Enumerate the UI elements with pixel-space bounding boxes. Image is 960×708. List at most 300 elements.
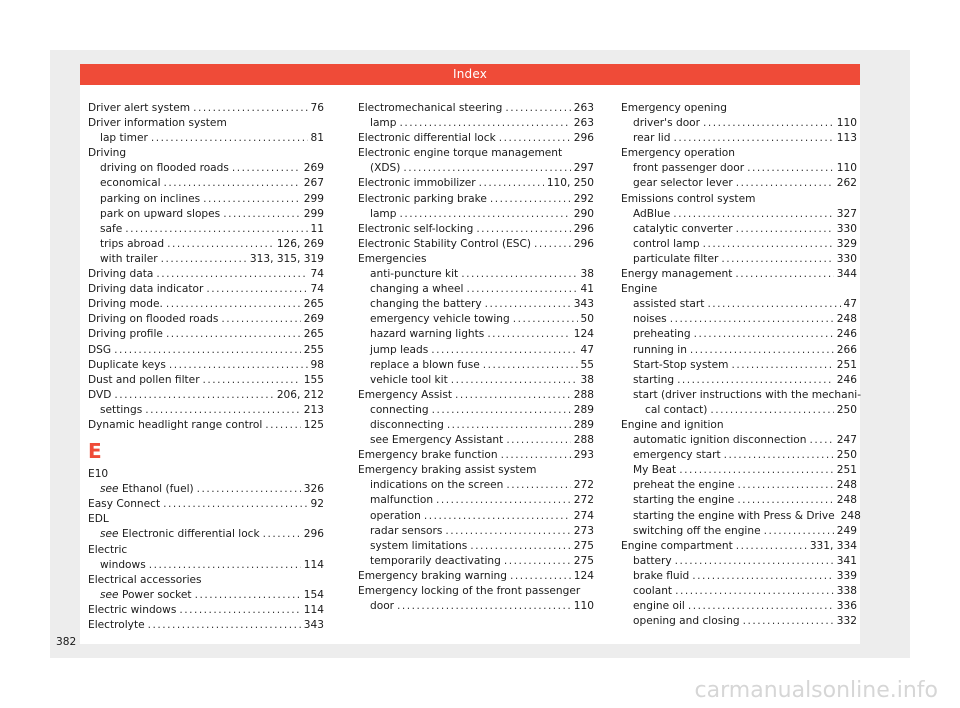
page-reference[interactable]: 247 (836, 434, 857, 447)
page-reference[interactable]: 110 (573, 600, 594, 613)
dot-leader (501, 448, 571, 463)
page-reference[interactable]: 293 (573, 449, 594, 462)
index-term (633, 176, 733, 191)
page-reference[interactable]: 330 (836, 252, 857, 265)
index-entry (358, 312, 594, 327)
index-entry (358, 343, 594, 358)
index-term (100, 131, 148, 146)
dot-leader (221, 312, 300, 327)
index-term (633, 131, 670, 146)
index-term (358, 176, 476, 191)
index-term-text: engine oil (633, 600, 685, 613)
page-reference[interactable]: 290 (573, 207, 594, 220)
index-column-1 (88, 101, 324, 633)
dot-leader (743, 614, 834, 629)
index-term-text: Driving mode. (88, 298, 163, 311)
index-term (633, 373, 674, 388)
index-term-text: system limitations (370, 539, 468, 552)
dot-leader (673, 131, 833, 146)
dot-leader (692, 569, 833, 584)
index-term-text: lamp (370, 207, 397, 220)
index-term-text: starting the engine with Press & Drive (633, 509, 835, 522)
index-column-2 (358, 101, 594, 614)
index-entry (621, 312, 857, 327)
dot-leader (451, 373, 578, 388)
page-reference[interactable]: 110 (836, 117, 857, 130)
index-term (88, 468, 108, 480)
page-reference[interactable]: 263 (573, 117, 594, 130)
dot-leader (747, 161, 834, 176)
page-reference[interactable]: 11 (310, 222, 324, 235)
index-term-text: battery (633, 554, 672, 567)
index-entry (88, 222, 324, 237)
index-term-text: Electronic differential lock (121, 528, 260, 541)
dot-leader (206, 282, 307, 297)
index-entry (358, 131, 594, 146)
dot-leader (670, 312, 834, 327)
dot-leader (703, 116, 834, 131)
index-term-text: changing a wheel (370, 283, 464, 296)
page-reference[interactable]: 272 (573, 494, 594, 507)
page-reference[interactable]: 50 (580, 313, 594, 326)
dot-leader (534, 237, 571, 252)
index-term-text: see Emergency Assistant (370, 434, 504, 447)
dot-leader (703, 237, 834, 252)
index-term (621, 539, 733, 554)
index-term (633, 614, 740, 629)
index-term (358, 448, 498, 463)
page-reference[interactable]: 246 (836, 373, 857, 386)
dot-leader (738, 478, 834, 493)
page-reference[interactable]: 246 (836, 328, 857, 341)
page-reference[interactable]: 273 (573, 524, 594, 537)
page-reference[interactable]: 296 (573, 222, 594, 235)
index-term (88, 117, 227, 129)
page-reference[interactable]: 38 (580, 373, 594, 386)
index-term-text: starting (633, 373, 675, 386)
page-reference[interactable]: 38 (580, 268, 594, 281)
dot-leader (166, 297, 301, 312)
index-entry (621, 252, 857, 267)
index-term-text: malfunction (370, 494, 434, 507)
index-entry (621, 116, 857, 131)
page-reference[interactable]: 289 (573, 418, 594, 431)
page-reference[interactable]: 266 (836, 343, 857, 356)
index-term (633, 297, 704, 312)
index-term (100, 482, 194, 497)
index-entry (358, 388, 594, 403)
dot-leader (690, 343, 834, 358)
index-term-text: Emergencies (358, 252, 427, 265)
page-reference[interactable]: 330 (836, 222, 857, 235)
page-reference[interactable]: 248 (836, 479, 857, 492)
index-term (88, 343, 111, 358)
index-term-text: safe (100, 222, 123, 235)
dot-leader (809, 433, 833, 448)
page-reference[interactable]: 341 (836, 554, 857, 567)
index-term (633, 222, 733, 237)
index-term (88, 497, 160, 512)
page-reference[interactable]: 98 (310, 358, 324, 371)
index-term-text: park on upward slopes (100, 207, 221, 220)
index-term-text: Emergency braking warning (358, 569, 507, 582)
dot-leader (504, 554, 571, 569)
index-entry (621, 524, 857, 539)
page-reference[interactable]: 114 (303, 603, 324, 616)
page-reference[interactable]: 255 (303, 343, 324, 356)
index-term (358, 237, 531, 252)
index-entry (621, 493, 857, 508)
index-term (633, 463, 676, 478)
page-reference[interactable]: 113 (836, 132, 857, 145)
page-reference[interactable]: 250 (836, 449, 857, 462)
index-term-text: running in (633, 343, 687, 356)
page-reference[interactable]: 124 (573, 328, 594, 341)
index-entry (358, 524, 594, 539)
index-entry (88, 267, 324, 282)
dot-leader (161, 252, 247, 267)
index-term-text: Electric (88, 543, 128, 556)
index-entry (358, 358, 594, 373)
dot-leader (114, 343, 301, 358)
page-reference[interactable]: 343 (573, 298, 594, 311)
dot-leader (149, 558, 301, 573)
index-term (100, 176, 161, 191)
index-term-text: Dust and pollen filter (88, 373, 200, 386)
page-reference[interactable]: 47 (580, 343, 594, 356)
index-entry (88, 343, 324, 358)
dot-leader (479, 176, 544, 191)
index-heading (88, 543, 324, 558)
page-reference[interactable]: 55 (580, 358, 594, 371)
dot-leader (179, 603, 300, 618)
page-reference[interactable]: 326 (303, 483, 324, 496)
index-term-text: Electric windows (88, 603, 177, 616)
index-term (100, 192, 200, 207)
index-entry (88, 527, 324, 542)
index-entry (358, 116, 594, 131)
index-heading (621, 101, 857, 116)
page-reference[interactable]: 262 (836, 177, 857, 190)
index-entry (358, 237, 594, 252)
index-entry (621, 161, 857, 176)
index-term (88, 603, 176, 618)
page-reference[interactable]: 327 (836, 207, 857, 220)
page-reference[interactable]: 206, 212 (276, 388, 324, 401)
index-term-text: noises (633, 313, 667, 326)
index-term-text: replace a blown fuse (370, 358, 480, 371)
index-term-text: Emergency opening (621, 102, 727, 114)
page-reference[interactable]: 265 (303, 328, 324, 341)
page-reference[interactable]: 110 (836, 162, 857, 175)
index-term (100, 527, 260, 542)
index-term-text: Energy management (621, 268, 733, 281)
index-term (88, 312, 218, 327)
index-term (370, 327, 484, 342)
index-term (88, 373, 200, 388)
index-term (358, 101, 502, 116)
page-reference[interactable]: 331, 334 (809, 539, 857, 552)
index-term-text: start (driver instructions with the mechani- (633, 388, 862, 401)
index-term-text: Driving data (88, 268, 154, 281)
dot-leader (513, 312, 578, 327)
index-heading (88, 512, 324, 527)
index-term (100, 403, 142, 418)
page-reference[interactable]: 47 (843, 298, 857, 311)
index-term-text: EDL (88, 513, 109, 526)
index-term (88, 297, 163, 312)
page-reference[interactable]: 329 (836, 237, 857, 250)
page-reference[interactable]: 92 (310, 498, 324, 511)
index-entry (621, 176, 857, 191)
index-term (370, 373, 448, 388)
dot-leader (156, 267, 307, 282)
page-reference[interactable]: 248 (840, 509, 861, 522)
dot-leader (506, 433, 570, 448)
page-reference[interactable]: 126, 269 (276, 237, 324, 250)
dot-leader (203, 192, 301, 207)
index-term-text: AdBlue (633, 207, 671, 220)
page-reference[interactable]: 265 (303, 298, 324, 311)
dot-leader (403, 161, 570, 176)
index-entry (621, 539, 857, 554)
dot-leader (721, 252, 833, 267)
index-term (370, 524, 442, 539)
index-heading (621, 192, 857, 207)
page-reference[interactable]: 299 (303, 192, 324, 205)
dot-leader (694, 327, 834, 342)
index-term-text: Electronic engine torque management (358, 147, 563, 160)
index-entry (358, 222, 594, 237)
page-reference[interactable]: 41 (580, 283, 594, 296)
index-term (100, 161, 229, 176)
index-entry (358, 192, 594, 207)
index-term-text: Engine (621, 283, 658, 296)
page-reference[interactable]: 292 (573, 192, 594, 205)
index-term-text: Emergency braking assist system (358, 464, 537, 477)
index-term (633, 358, 728, 373)
index-term (370, 312, 510, 327)
index-term-text: lamp (370, 117, 397, 130)
index-entry (358, 433, 594, 448)
index-term (358, 253, 426, 265)
index-entry (621, 131, 857, 146)
index-term (358, 192, 487, 207)
index-entry (88, 558, 324, 573)
index-entry (621, 569, 857, 584)
index-entry (88, 131, 324, 146)
index-term-text: Ethanol (fuel) (121, 483, 194, 496)
dot-leader (193, 101, 307, 116)
index-term-text: Emergency operation (621, 147, 735, 160)
page-reference[interactable]: 297 (573, 162, 594, 175)
index-entry (88, 282, 324, 297)
index-term-text: radar sensors (370, 524, 443, 537)
section-letter: E (88, 439, 102, 464)
page-reference[interactable]: 343 (303, 619, 324, 631)
page-reference[interactable]: 344 (836, 268, 857, 281)
index-term (633, 509, 835, 524)
index-entry (621, 584, 857, 599)
page-reference[interactable]: 74 (310, 268, 324, 281)
index-term-text: starting the engine (633, 494, 735, 507)
page-reference[interactable]: 332 (836, 615, 857, 628)
index-term (88, 282, 203, 297)
index-entry (358, 509, 594, 524)
index-term (633, 433, 806, 448)
index-term (633, 161, 744, 176)
index-term-text: economical (100, 177, 161, 190)
page-reference[interactable]: 155 (303, 373, 324, 386)
index-term (621, 283, 657, 295)
index-term-text: hazard warning lights (370, 328, 485, 341)
page-reference[interactable]: 288 (573, 388, 594, 401)
page-reference[interactable]: 296 (303, 528, 324, 541)
index-term-text: Dynamic headlight range control (88, 418, 263, 431)
dot-leader (735, 267, 833, 282)
dot-leader (679, 463, 834, 478)
index-term-text: cal contact) (645, 403, 708, 416)
page-reference[interactable]: 275 (573, 539, 594, 552)
dot-leader (169, 358, 308, 373)
page-reference[interactable]: 269 (303, 162, 324, 175)
page-reference[interactable]: 296 (573, 132, 594, 145)
dot-leader (505, 101, 570, 116)
page-reference[interactable]: 289 (573, 403, 594, 416)
index-entry (358, 282, 594, 297)
index-term-text: automatic ignition disconnection (633, 434, 807, 447)
index-entry (358, 448, 594, 463)
index-entry (88, 482, 324, 497)
dot-leader (485, 297, 571, 312)
index-entry (621, 343, 857, 358)
index-term (633, 252, 718, 267)
index-term (100, 207, 220, 222)
page-reference[interactable]: 339 (836, 569, 857, 582)
page-reference[interactable]: 76 (310, 102, 324, 114)
index-entry (88, 297, 324, 312)
index-entry (88, 207, 324, 222)
page-reference[interactable]: 267 (303, 177, 324, 190)
index-term (370, 599, 394, 614)
index-term (621, 102, 727, 114)
index-term-text: Electronic self-locking (358, 222, 474, 235)
index-term (645, 403, 707, 418)
page-reference[interactable]: 251 (836, 464, 857, 477)
page-reference[interactable]: 338 (836, 585, 857, 597)
page-reference[interactable]: 81 (310, 132, 324, 145)
page-reference[interactable]: 263 (573, 102, 594, 114)
index-entry (88, 388, 324, 403)
index-term (88, 544, 127, 556)
index-term-text: settings (100, 403, 143, 416)
index-entry (88, 373, 324, 388)
page-reference[interactable]: 299 (303, 207, 324, 220)
index-term (88, 513, 109, 525)
index-term (370, 554, 501, 569)
dot-leader (151, 131, 308, 146)
page-reference[interactable]: 250 (836, 403, 857, 416)
dot-leader (466, 282, 577, 297)
index-entry (88, 192, 324, 207)
page-reference[interactable]: 274 (573, 509, 594, 522)
index-term-text: Easy Connect (88, 498, 161, 511)
page-reference[interactable]: 288 (573, 434, 594, 447)
page-reference[interactable]: 110, 250 (546, 177, 594, 190)
page-reference[interactable]: 275 (573, 554, 594, 567)
index-entry (88, 403, 324, 418)
index-term-text: Electronic Stability Control (ESC) (358, 237, 532, 250)
dot-leader (424, 509, 571, 524)
index-term-text: preheating (633, 328, 691, 341)
index-term (88, 574, 202, 586)
page-reference[interactable]: 248 (836, 313, 857, 326)
see-reference: see (100, 588, 119, 601)
index-term-text: front passenger door (633, 162, 745, 175)
dot-leader (145, 403, 301, 418)
index-term-text: driving on flooded roads (100, 162, 229, 175)
index-entry (621, 478, 857, 493)
page-reference[interactable]: 272 (573, 479, 594, 492)
index-term-text: vehicle tool kit (370, 373, 448, 386)
index-entry (358, 403, 594, 418)
page-reference[interactable]: 313, 315, 319 (249, 252, 324, 265)
dot-leader (736, 176, 834, 191)
index-entry (621, 267, 857, 282)
dot-leader (397, 599, 571, 614)
dot-leader (736, 539, 807, 554)
index-term (370, 297, 482, 312)
index-term-text: Emissions control system (621, 192, 756, 205)
index-term (358, 388, 452, 403)
index-term (100, 252, 158, 267)
page-reference[interactable]: 74 (310, 283, 324, 296)
index-heading (621, 146, 857, 161)
index-term (633, 207, 670, 222)
page-reference[interactable]: 269 (303, 313, 324, 326)
index-term (633, 343, 687, 358)
dot-leader (677, 373, 834, 388)
index-entry (621, 599, 857, 614)
index-entry (621, 554, 857, 569)
page-reference[interactable]: 248 (836, 494, 857, 507)
index-term (633, 327, 691, 342)
index-entry (358, 161, 594, 176)
index-heading (358, 146, 594, 161)
page-reference[interactable]: 336 (836, 600, 857, 613)
index-term (88, 618, 145, 633)
page-reference[interactable]: 249 (836, 524, 857, 537)
index-term (358, 585, 580, 597)
index-term (88, 327, 163, 342)
index-entry (621, 358, 857, 373)
index-heading (88, 573, 324, 588)
index-term-text: indications on the screen (370, 479, 504, 492)
dot-leader (114, 388, 273, 403)
page-reference[interactable]: 124 (573, 569, 594, 582)
index-term (358, 222, 473, 237)
page-reference[interactable]: 125 (303, 418, 324, 431)
index-term-text: Duplicate keys (88, 358, 166, 371)
page-reference[interactable]: 296 (573, 237, 594, 250)
page-reference[interactable]: 154 (303, 588, 324, 601)
index-term-text: Electrical accessories (88, 573, 202, 586)
page-reference[interactable]: 251 (836, 358, 857, 371)
page-reference[interactable]: 114 (303, 558, 324, 571)
page-reference[interactable]: 213 (303, 403, 324, 416)
index-entry (88, 237, 324, 252)
index-entry (621, 373, 857, 388)
